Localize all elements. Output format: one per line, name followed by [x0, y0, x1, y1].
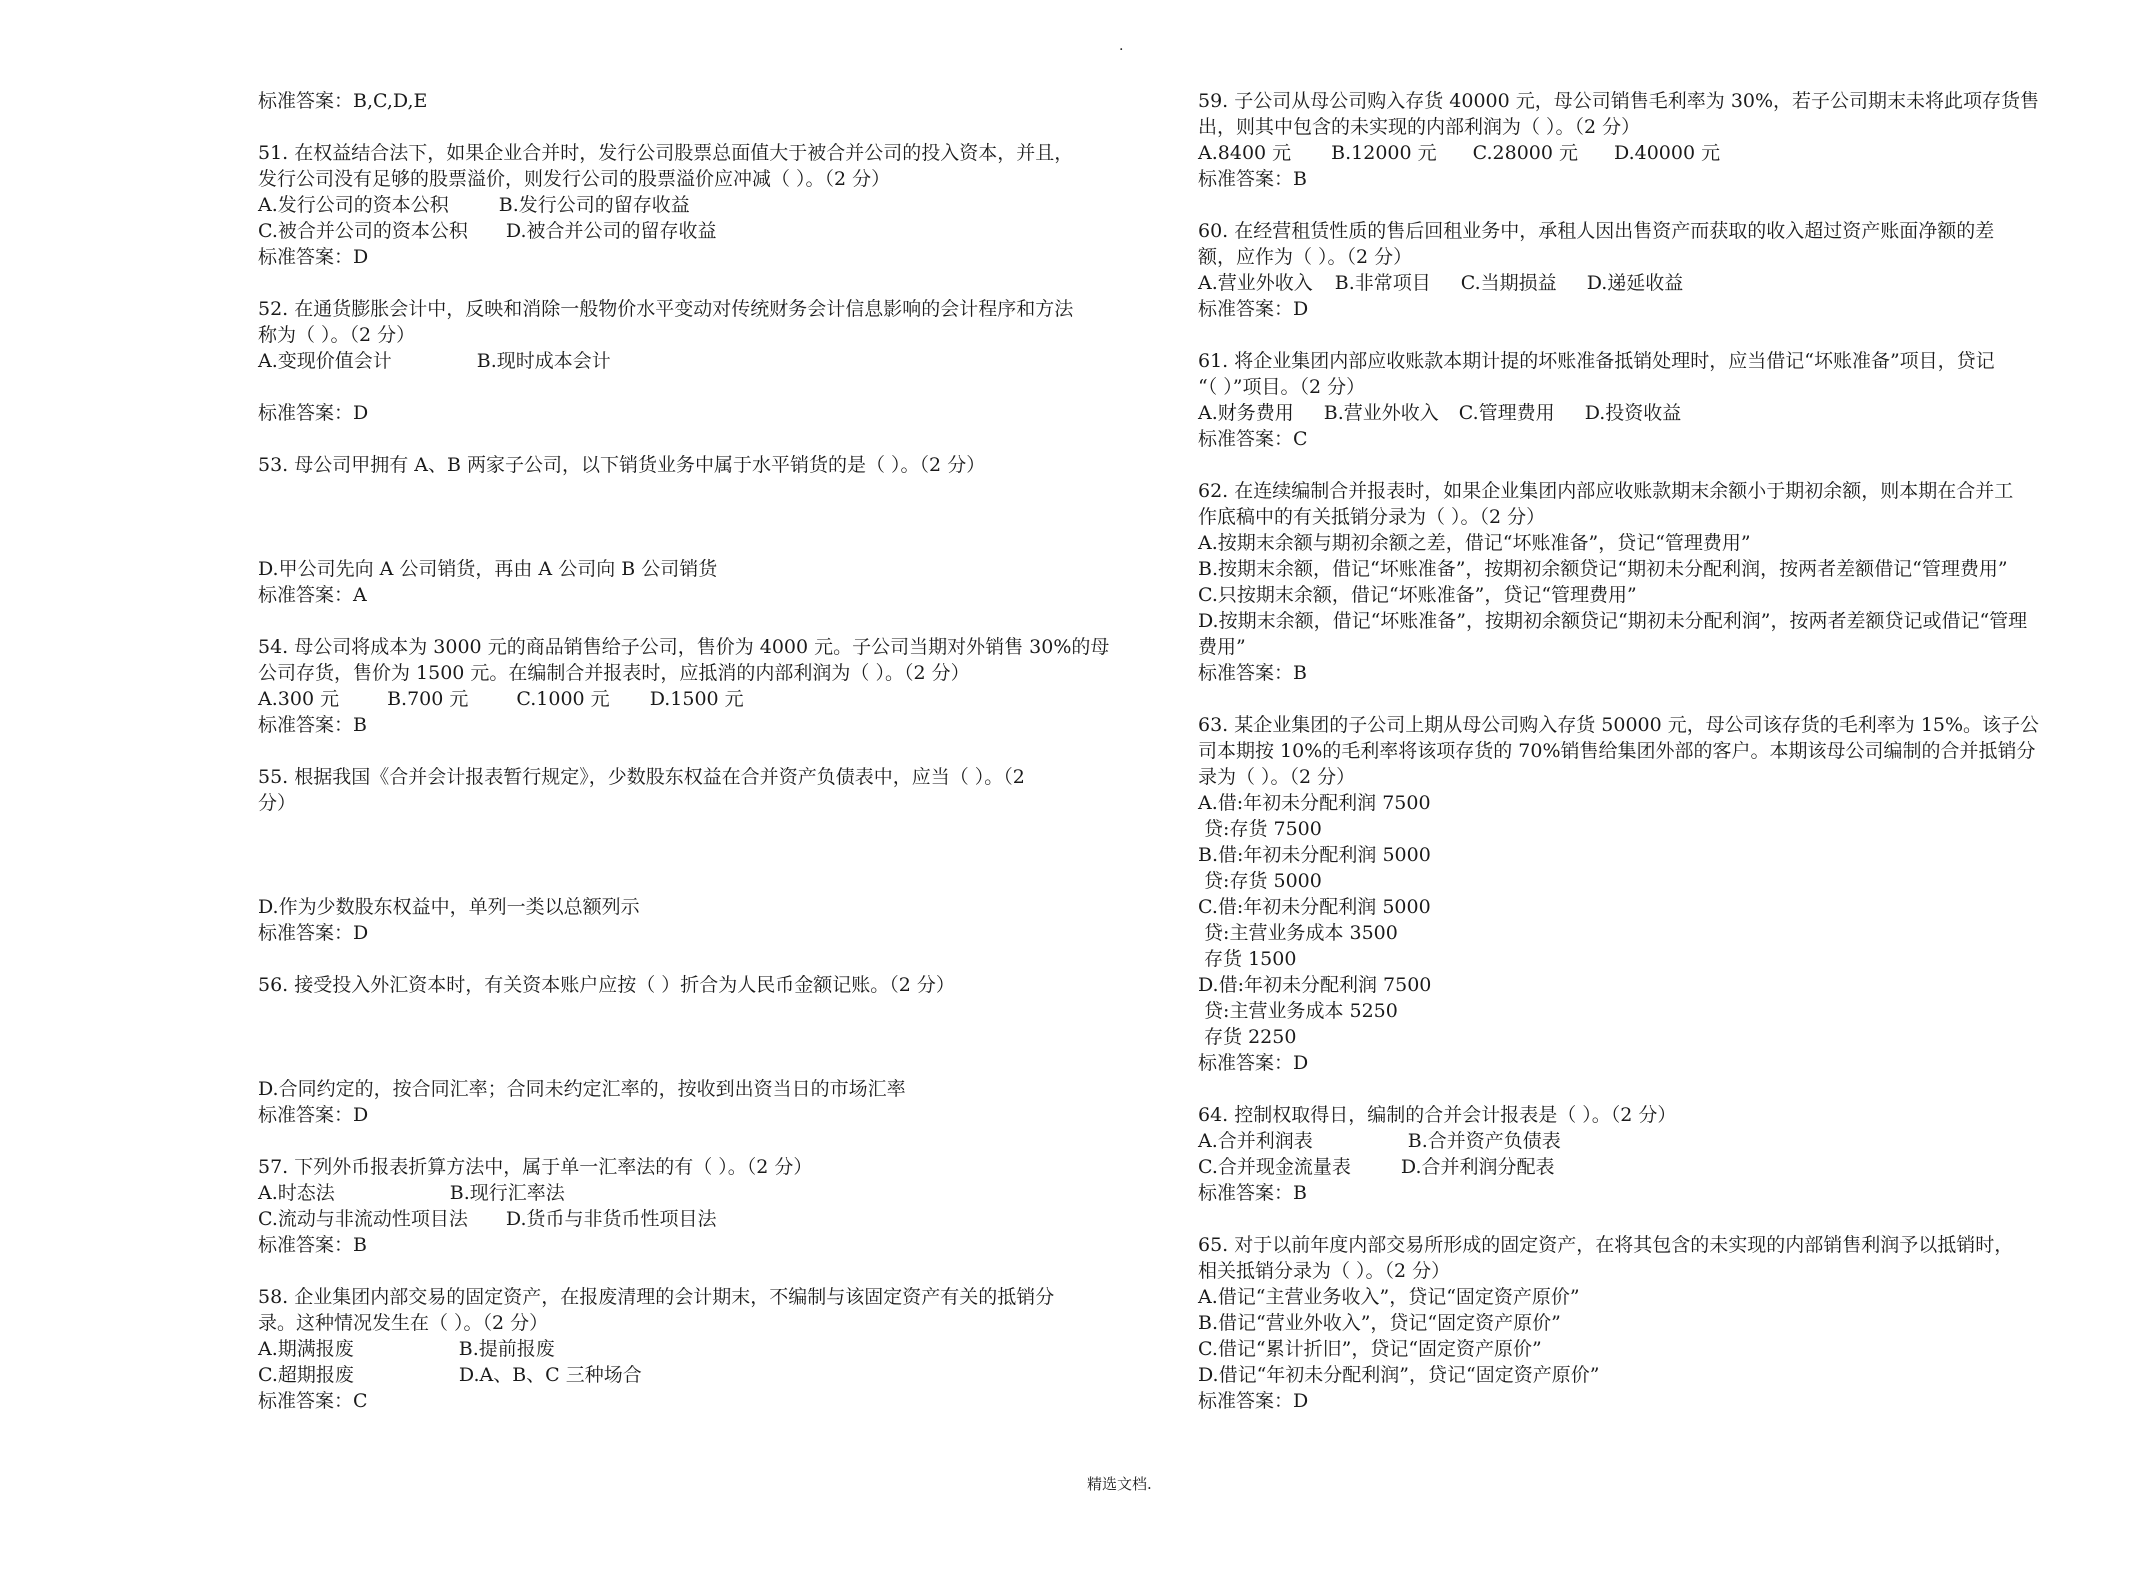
question-text: 64. 控制权取得日，编制的合并会计报表是（ ）。（2 分） [1198, 1104, 1677, 1126]
option-b: B.现行汇率法 [449, 1182, 565, 1204]
question-text: 录为（ ）。（2 分） [1198, 766, 1356, 788]
right-column [1198, 88, 2078, 1414]
answer: 标准答案：D [258, 246, 369, 268]
option-d: D.货币与非货币性项目法 [505, 1208, 717, 1230]
option-a: A.变现价值会计 [258, 350, 392, 372]
question-text: 录。这种情况发生在（ ）。（2 分） [258, 1312, 549, 1334]
option-b: B.现时成本会计 [476, 350, 611, 372]
option-c: C.借记“累计折旧”，贷记“固定资产原价” [1198, 1338, 1542, 1360]
option-d: D.合同约定的，按合同汇率；合同未约定汇率的，按收到出资当日的市场汇率 [258, 1078, 906, 1100]
answer: 标准答案：D [258, 402, 369, 424]
question-text: 58. 企业集团内部交易的固定资产，在报废清理的会计期末，不编制与该固定资产有关的抵销分 [258, 1286, 1055, 1308]
option-c: C.28000 元 [1472, 142, 1579, 164]
question-text: “（ ）”项目。（2 分） [1198, 376, 1366, 398]
question-text: 作底稿中的有关抵销分录为（ ）。（2 分） [1198, 506, 1546, 528]
option-a: A.营业外收入 [1198, 272, 1313, 294]
question-text: 51. 在权益结合法下，如果企业合并时，发行公司股票总面值大于被合并公司的投入资本，并且， [258, 142, 1074, 164]
answer: 标准答案：C [258, 1390, 368, 1412]
option-c: C.1000 元 [516, 688, 610, 710]
option-c: C.借:年初未分配利润 5000 [1198, 896, 1431, 918]
option-c: C.流动与非流动性项目法 [258, 1208, 468, 1230]
question-text: 53. 母公司甲拥有 A、B 两家子公司，以下销货业务中属于水平销货的是（ ）。（2 分） [258, 454, 986, 476]
answer: 标准答案：D [1198, 1052, 1309, 1074]
answer: 标准答案：C [1198, 428, 1308, 450]
option-b: B.提前报废 [458, 1338, 555, 1360]
answer: 标准答案：A [258, 584, 367, 606]
option-c: C.管理费用 [1458, 402, 1555, 424]
question-51 [258, 140, 1118, 270]
question-text: 60. 在经营租赁性质的售后回租业务中，承租人因出售资产而获取的收入超过资产账面净额的差 [1198, 220, 1995, 242]
header-mark: . [1119, 38, 1124, 54]
question-text: 52. 在通货膨胀会计中，反映和消除一般物价水平变动对传统财务会计信息影响的会计程序和方法 [258, 298, 1074, 320]
page-footer: 精选文档. [1087, 1475, 1152, 1493]
question-62 [1198, 478, 2078, 686]
question-text: 59. 子公司从母公司购入存货 40000 元，母公司销售毛利率为 30%，若子公司期末未将此项存货售 [1198, 90, 2040, 112]
answer: 标准答案：D [1198, 1390, 1309, 1412]
left-column [258, 88, 1118, 1414]
option-c: C.当期损益 [1460, 272, 1557, 294]
question-text: 55. 根据我国《合并会计报表暂行规定》，少数股东权益在合并资产负债表中，应当（ ）。（2 [258, 766, 1025, 788]
question-63 [1198, 712, 2078, 1076]
option-d: D.甲公司先向 A 公司销货，再由 A 公司向 B 公司销货 [258, 558, 718, 580]
question-text: 62. 在连续编制合并报表时，如果企业集团内部应收账款期末余额小于期初余额，则本期在合并工 [1198, 480, 2014, 502]
question-text: 司本期按 10%的毛利率将该项存货的 70%销售给集团外部的客户。本期该母公司编制的合并抵销分 [1198, 740, 2036, 762]
option-b: B.非常项目 [1334, 272, 1431, 294]
option-b: B.营业外收入 [1323, 402, 1439, 424]
question-text: 出，则其中包含的未实现的内部利润为（ ）。（2 分） [1198, 116, 1641, 138]
option-d: D.按期末余额，借记“坏账准备”，按期初余额贷记“期初未分配利润”，按两者差额贷记或借记“管理 [1198, 610, 2028, 632]
question-60 [1198, 218, 2078, 322]
option-a: A.300 元 [258, 688, 340, 710]
option-d: D.A、B、C 三种场合 [458, 1364, 642, 1386]
question-57 [258, 1154, 1118, 1258]
question-text: 分） [258, 792, 297, 814]
option-d: D.作为少数股东权益中，单列一类以总额列示 [258, 896, 640, 918]
option-d: D.递延收益 [1586, 272, 1684, 294]
question-54 [258, 634, 1118, 738]
answer: 标准答案：D [1198, 298, 1309, 320]
option-d: D.1500 元 [649, 688, 744, 710]
option-a: A.合并利润表 [1198, 1130, 1313, 1152]
option-c: C.只按期末余额，借记“坏账准备”，贷记“管理费用” [1198, 584, 1637, 606]
option-d: D.投资收益 [1584, 402, 1682, 424]
question-text: 公司存货，售价为 1500 元。在编制合并报表时，应抵消的内部利润为（ ）。（2 分） [258, 662, 970, 684]
option-b: B.合并资产负债表 [1407, 1130, 1561, 1152]
question-text: 54. 母公司将成本为 3000 元的商品销售给子公司，售价为 4000 元。子公司当期对外销售 30%的母 [258, 636, 1110, 658]
question-text: 相关抵销分录为（ ）。（2 分） [1198, 1260, 1451, 1282]
question-text: 63. 某企业集团的子公司上期从母公司购入存货 50000 元，母公司该存货的毛利率为 15%。该子公 [1198, 714, 2040, 736]
option-a-cont: 贷:存货 7500 [1198, 818, 1322, 840]
option-a: A.期满报废 [258, 1338, 354, 1360]
option-b: B.12000 元 [1331, 142, 1437, 164]
answer: 标准答案：D [258, 1104, 369, 1126]
option-b: B.按期末余额，借记“坏账准备”，按期初余额贷记“期初未分配利润，按两者差额借记“管理费用” [1198, 558, 2008, 580]
option-b-cont: 贷:存货 5000 [1198, 870, 1322, 892]
question-58 [258, 1284, 1118, 1414]
option-a: A.发行公司的资本公积 [258, 194, 449, 216]
question-59 [1198, 88, 2078, 192]
option-d-cont: 贷:主营业务成本 5250 [1198, 1000, 1398, 1022]
option-a: A.按期末余额与期初余额之差，借记“坏账准备”，贷记“管理费用” [1198, 532, 1751, 554]
option-a: A.借记“主营业务收入”，贷记“固定资产原价” [1198, 1286, 1580, 1308]
question-53 [258, 452, 1118, 608]
option-c: C.被合并公司的资本公积 [258, 220, 468, 242]
option-c-cont: 贷:主营业务成本 3500 [1198, 922, 1398, 944]
question-text: 61. 将企业集团内部应收账款本期计提的坏账准备抵销处理时，应当借记“坏账准备”项目，贷记 [1198, 350, 1995, 372]
option-d: D.借记“年初未分配利润”，贷记“固定资产原价” [1198, 1364, 1600, 1386]
question-55 [258, 764, 1118, 946]
option-a: A.时态法 [258, 1182, 335, 1204]
question-text: 称为（ ）。（2 分） [258, 324, 416, 346]
question-52 [258, 296, 1118, 426]
option-d-cont: 存货 2250 [1198, 1026, 1297, 1048]
answer: 标准答案：B [1198, 662, 1307, 684]
option-d-cont: 费用” [1198, 636, 1246, 658]
question-text: 56. 接受投入外汇资本时，有关资本账户应按（ ）折合为人民币金额记账。（2 分） [258, 974, 955, 996]
question-65 [1198, 1232, 2078, 1414]
question-56 [258, 972, 1118, 1128]
option-a: A.借:年初未分配利润 7500 [1198, 792, 1431, 814]
option-d: D.借:年初未分配利润 7500 [1198, 974, 1432, 996]
option-b: B.借:年初未分配利润 5000 [1198, 844, 1431, 866]
option-b: B.发行公司的留存收益 [498, 194, 690, 216]
option-a: A.8400 元 [1198, 142, 1292, 164]
answer-q50: 标准答案：B,C,D,E [258, 90, 428, 112]
option-d: D.被合并公司的留存收益 [505, 220, 717, 242]
question-text: 额，应作为（ ）。（2 分） [1198, 246, 1413, 268]
option-c: C.超期报废 [258, 1364, 354, 1386]
option-a: A.财务费用 [1198, 402, 1294, 424]
option-c: C.合并现金流量表 [1198, 1156, 1351, 1178]
answer: 标准答案：B [258, 1234, 367, 1256]
question-text: 57. 下列外币报表折算方法中，属于单一汇率法的有（ ）。（2 分） [258, 1156, 813, 1178]
question-text: 发行公司没有足够的股票溢价，则发行公司的股票溢价应冲减（ ）。（2 分） [258, 168, 891, 190]
question-61 [1198, 348, 2078, 452]
answer: 标准答案：D [258, 922, 369, 944]
answer: 标准答案：B [258, 714, 367, 736]
question-64 [1198, 1102, 2078, 1206]
option-b: B.700 元 [387, 688, 469, 710]
option-c-cont: 存货 1500 [1198, 948, 1297, 970]
option-b: B.借记“营业外收入”，贷记“固定资产原价” [1198, 1312, 1561, 1334]
answer: 标准答案：B [1198, 168, 1307, 190]
answer: 标准答案：B [1198, 1182, 1307, 1204]
option-d: D.合并利润分配表 [1400, 1156, 1555, 1178]
option-d: D.40000 元 [1614, 142, 1721, 164]
question-text: 65. 对于以前年度内部交易所形成的固定资产，在将其包含的未实现的内部销售利润予以抵销时， [1198, 1234, 2014, 1256]
